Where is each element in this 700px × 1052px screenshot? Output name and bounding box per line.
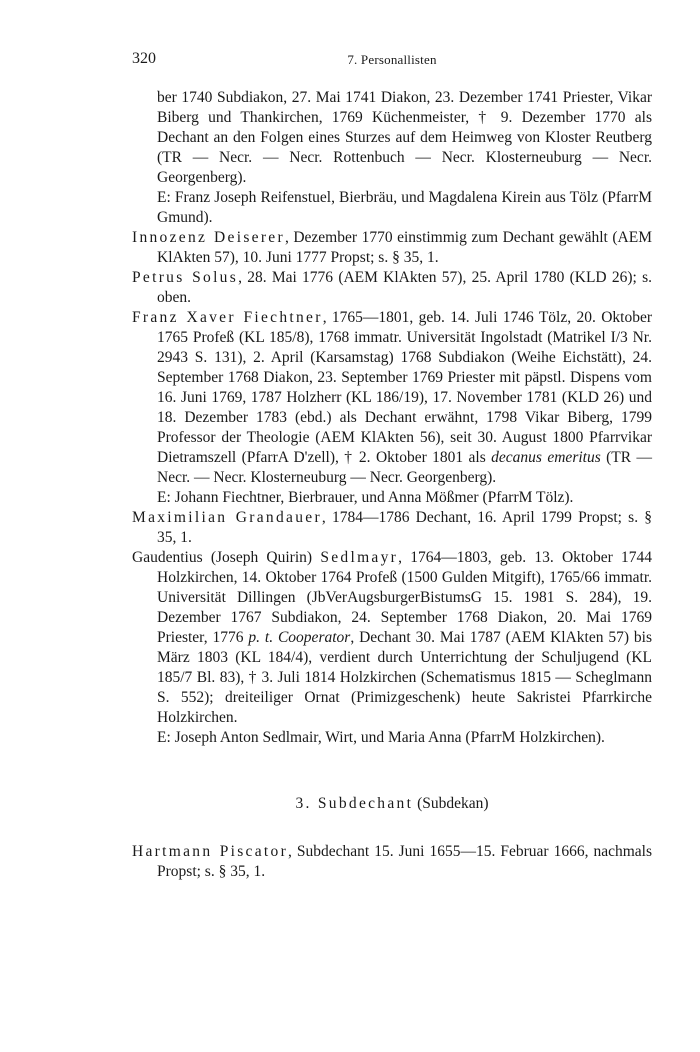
person-name: Sedlmayr <box>320 549 399 566</box>
entry-text: Gaudentius (Joseph Quirin) <box>132 549 321 566</box>
subdechant-list <box>132 842 652 882</box>
list-entry <box>132 842 652 882</box>
entry-text: ber 1740 Subdiakon, 27. Mai 1741 Diakon, 23. Dezember 1741 Priester, Vikar Biberg und Thankirchen, 1769 Küchenmeister, † 9. Dezember 1770 als Dechant an den Folgen eines Sturzes auf dem Heimweg von Kloster Reutberg (TR — Necr. — Necr. Rottenbuch — Necr. Klosterneuburg — Necr. Georgenberg). <box>157 89 652 186</box>
list-entry <box>132 268 652 308</box>
page-number: 320 <box>132 50 156 67</box>
entry-text: , Dezember 1770 einstimmig zum Dechant gewählt (AEM KlAkten 57), 10. Juni 1777 Propst; s. § 35, 1. <box>157 229 652 266</box>
person-name: Hartmann Piscator <box>132 843 289 860</box>
person-name: Innozenz Deiserer <box>132 229 285 246</box>
italic-phrase: decanus emeritus <box>491 449 601 466</box>
entry-text: E: Johann Fiechtner, Bierbrauer, und Anna Mößmer (PfarrM Tölz). <box>157 489 574 506</box>
section-subtitle: (Subdekan) <box>417 795 489 812</box>
entry-continuation <box>132 188 652 228</box>
entry-text: E: Joseph Anton Sedlmair, Wirt, und Maria Anna (PfarrM Holzkirchen). <box>157 729 605 746</box>
entry-text: , 1765—1801, geb. 14. Juli 1746 Tölz, 20. Oktober 1765 Profeß (KL 185/8), 1768 immatr. Universität Ingolstadt (Matrikel I/3 Nr. 2943 S. 131), 2. April (Karsamstag) 1768 Subdiakon (Weihe Eichstätt), 24. September 1768 Diakon, 23. September 1769 Priester mit päpstl. Dispens vom 16. Juni 1769, 1787 Holzherr (KL 186/19), 17. November 1781 (KLD 26) und 18. Dezember 1783 (ebd.) als Dechant erwähnt, 1798 Vikar Biberg, 1799 Professor der Theologie (AEM KlAkten 56), seit 30. August 1800 Pfarrvikar Dietramszell (PfarrA D'zell), † 2. Oktober 1801 als <box>157 309 652 466</box>
italic-phrase: p. t. Cooperator <box>248 629 351 646</box>
page-header <box>132 50 652 72</box>
entry-text: , 28. Mai 1776 (AEM KlAkten 57), 25. April 1780 (KLD 26); s. oben. <box>157 269 653 306</box>
list-entry <box>132 228 652 268</box>
entry-text: (TR — Necr. — Necr. Klosterneuburg — Necr. Georgenberg). <box>157 449 653 486</box>
section-number-title: 3. Subdechant <box>295 795 414 812</box>
entry-continuation <box>132 88 652 188</box>
entry-text: , Dechant 30. Mai 1787 (AEM KlAkten 57) bis März 1803 (KL 184/4), verdient durch Unterrichtung der Schuljugend (KL 185/7 Bl. 83), † 3. Juli 1814 Holzkirchen (Schematismus 1815 — Scheglmann S. 552); dreiteiliger Ornat (Primizgeschenk) heute Sakristei Pfarrkirche Holzkirchen. <box>157 629 652 726</box>
person-name: Franz Xaver Fiechtner <box>132 309 323 326</box>
entry-continuation <box>132 488 652 508</box>
section-heading <box>132 794 652 814</box>
entry-continuation <box>132 728 652 748</box>
body-text <box>132 88 652 882</box>
entry-text: , Subdechant 15. Juni 1655—15. Februar 1666, nachmals Propst; s. § 35, 1. <box>157 843 653 880</box>
list-entry <box>132 548 652 728</box>
person-name: Maximilian Grandauer <box>132 509 322 526</box>
person-name: Petrus Solus <box>132 269 239 286</box>
running-title: 7. Personallisten <box>347 52 437 67</box>
entry-text: , 1764—1803, geb. 13. Oktober 1744 Holzkirchen, 14. Oktober 1764 Profeß (1500 Gulden Mitgift), 1765/66 immatr. Universität Dillingen (JbVerAugsburgerBistumsG 15. 1981 S. 284), 19. Dezember 1767 Subdiakon, 24. September 1768 Diakon, 20. Mai 1769 Priester, 1776 <box>157 549 652 646</box>
entry-text: , 1784—1786 Dechant, 16. April 1799 Propst; s. § 35, 1. <box>157 509 652 546</box>
personnel-list <box>132 88 652 748</box>
entry-text: E: Franz Joseph Reifenstuel, Bierbräu, und Magdalena Kirein aus Tölz (PfarrM Gmund). <box>157 189 652 226</box>
list-entry <box>132 308 652 488</box>
list-entry <box>132 508 652 548</box>
